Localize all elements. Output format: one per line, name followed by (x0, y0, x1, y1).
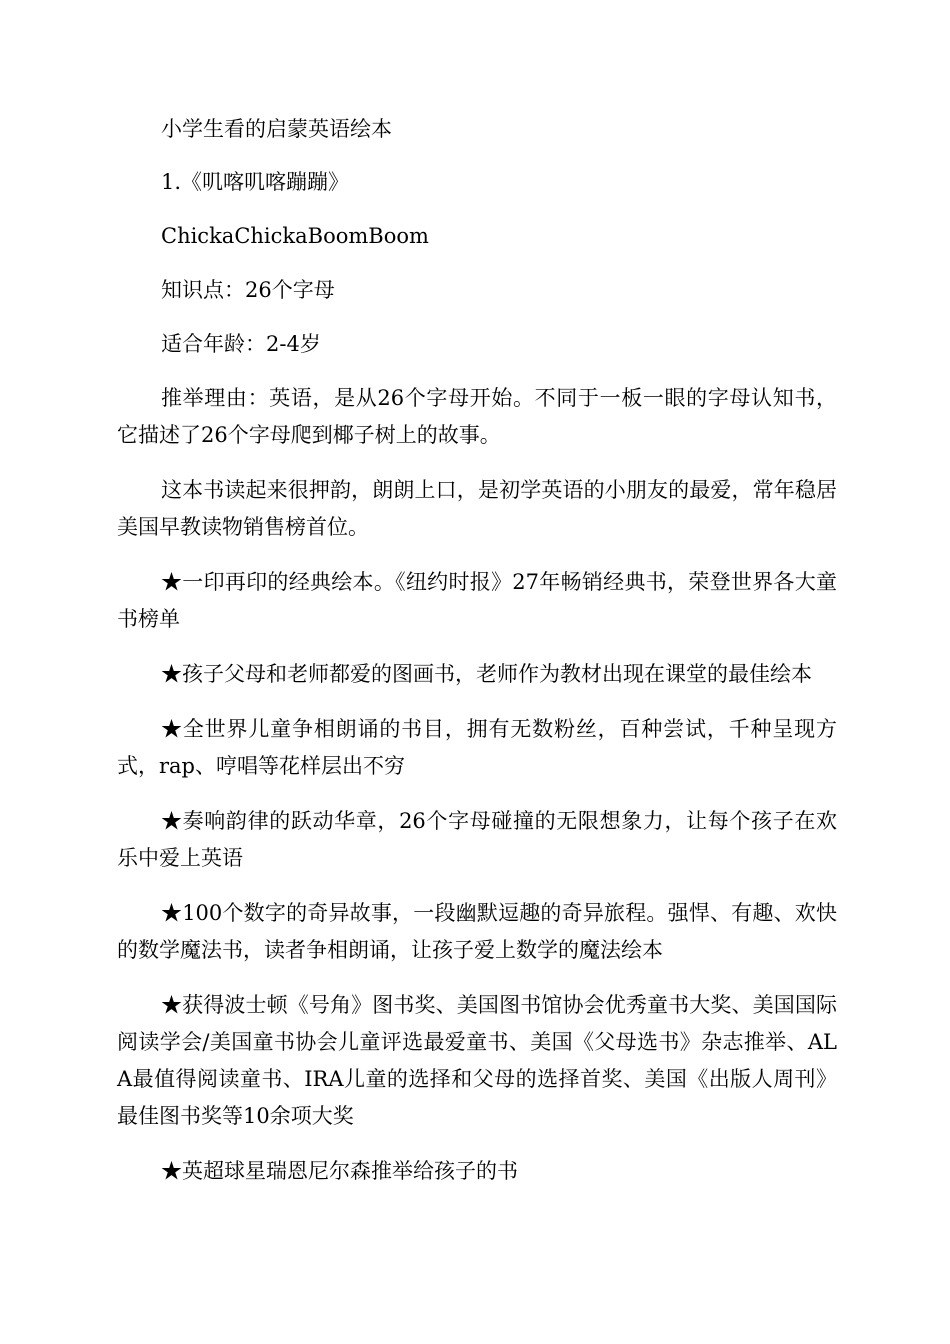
highlight-item: ★一印再印的经典绘本。《纽约时报》27年畅销经典书，荣登世界各大童书榜单 (117, 570, 837, 631)
highlight-item: ★全世界儿童争相朗诵的书目，拥有无数粉丝，百种尝试，千种呈现方式，rap、哼唱等花样层出不穷 (117, 717, 837, 778)
highlight-item: ★孩子父母和老师都爱的图画书，老师作为教材出现在课堂的最佳绘本 (161, 662, 812, 686)
document-title: 小学生看的启蒙英语绘本 (161, 117, 392, 141)
highlight-item: ★获得波士顿《号角》图书奖、美国图书馆协会优秀童书大奖、美国国际阅读学会/美国童书协会儿童评选最爱童书、美国《父母选书》杂志推举、ALA最值得阅读童书、IRA儿童的选择和父母的选择首奖、美国《出版人周刊》最佳图书奖等10余项大奖 (117, 993, 837, 1128)
recommendation-reason: 推举理由：英语，是从26个字母开始。不同于一板一眼的字母认知书，它描述了26个字母爬到椰子树上的故事。 (117, 386, 837, 447)
highlight-item: ★英超球星瑞恩尼尔森推举给孩子的书 (161, 1159, 518, 1183)
book-chinese-title: 1.《叽喀叽喀蹦蹦》 (161, 170, 350, 194)
document-body (117, 111, 837, 1190)
highlight-item: ★奏响韵律的跃动华章，26个字母碰撞的无限想象力，让每个孩子在欢乐中爱上英语 (117, 809, 837, 870)
highlight-item: ★100个数字的奇异故事，一段幽默逗趣的奇异旅程。强悍、有趣、欢快的数学魔法书，读者争相朗诵，让孩子爱上数学的魔法绘本 (117, 901, 837, 962)
knowledge-point: 知识点：26个字母 (161, 278, 335, 302)
suitable-age: 适合年龄：2-4岁 (161, 332, 321, 356)
book-english-title: ChickaChickaBoomBoom (161, 224, 429, 248)
rhyme-paragraph: 这本书读起来很押韵，朗朗上口，是初学英语的小朋友的最爱，常年稳居美国早教读物销售榜首位。 (117, 478, 837, 539)
